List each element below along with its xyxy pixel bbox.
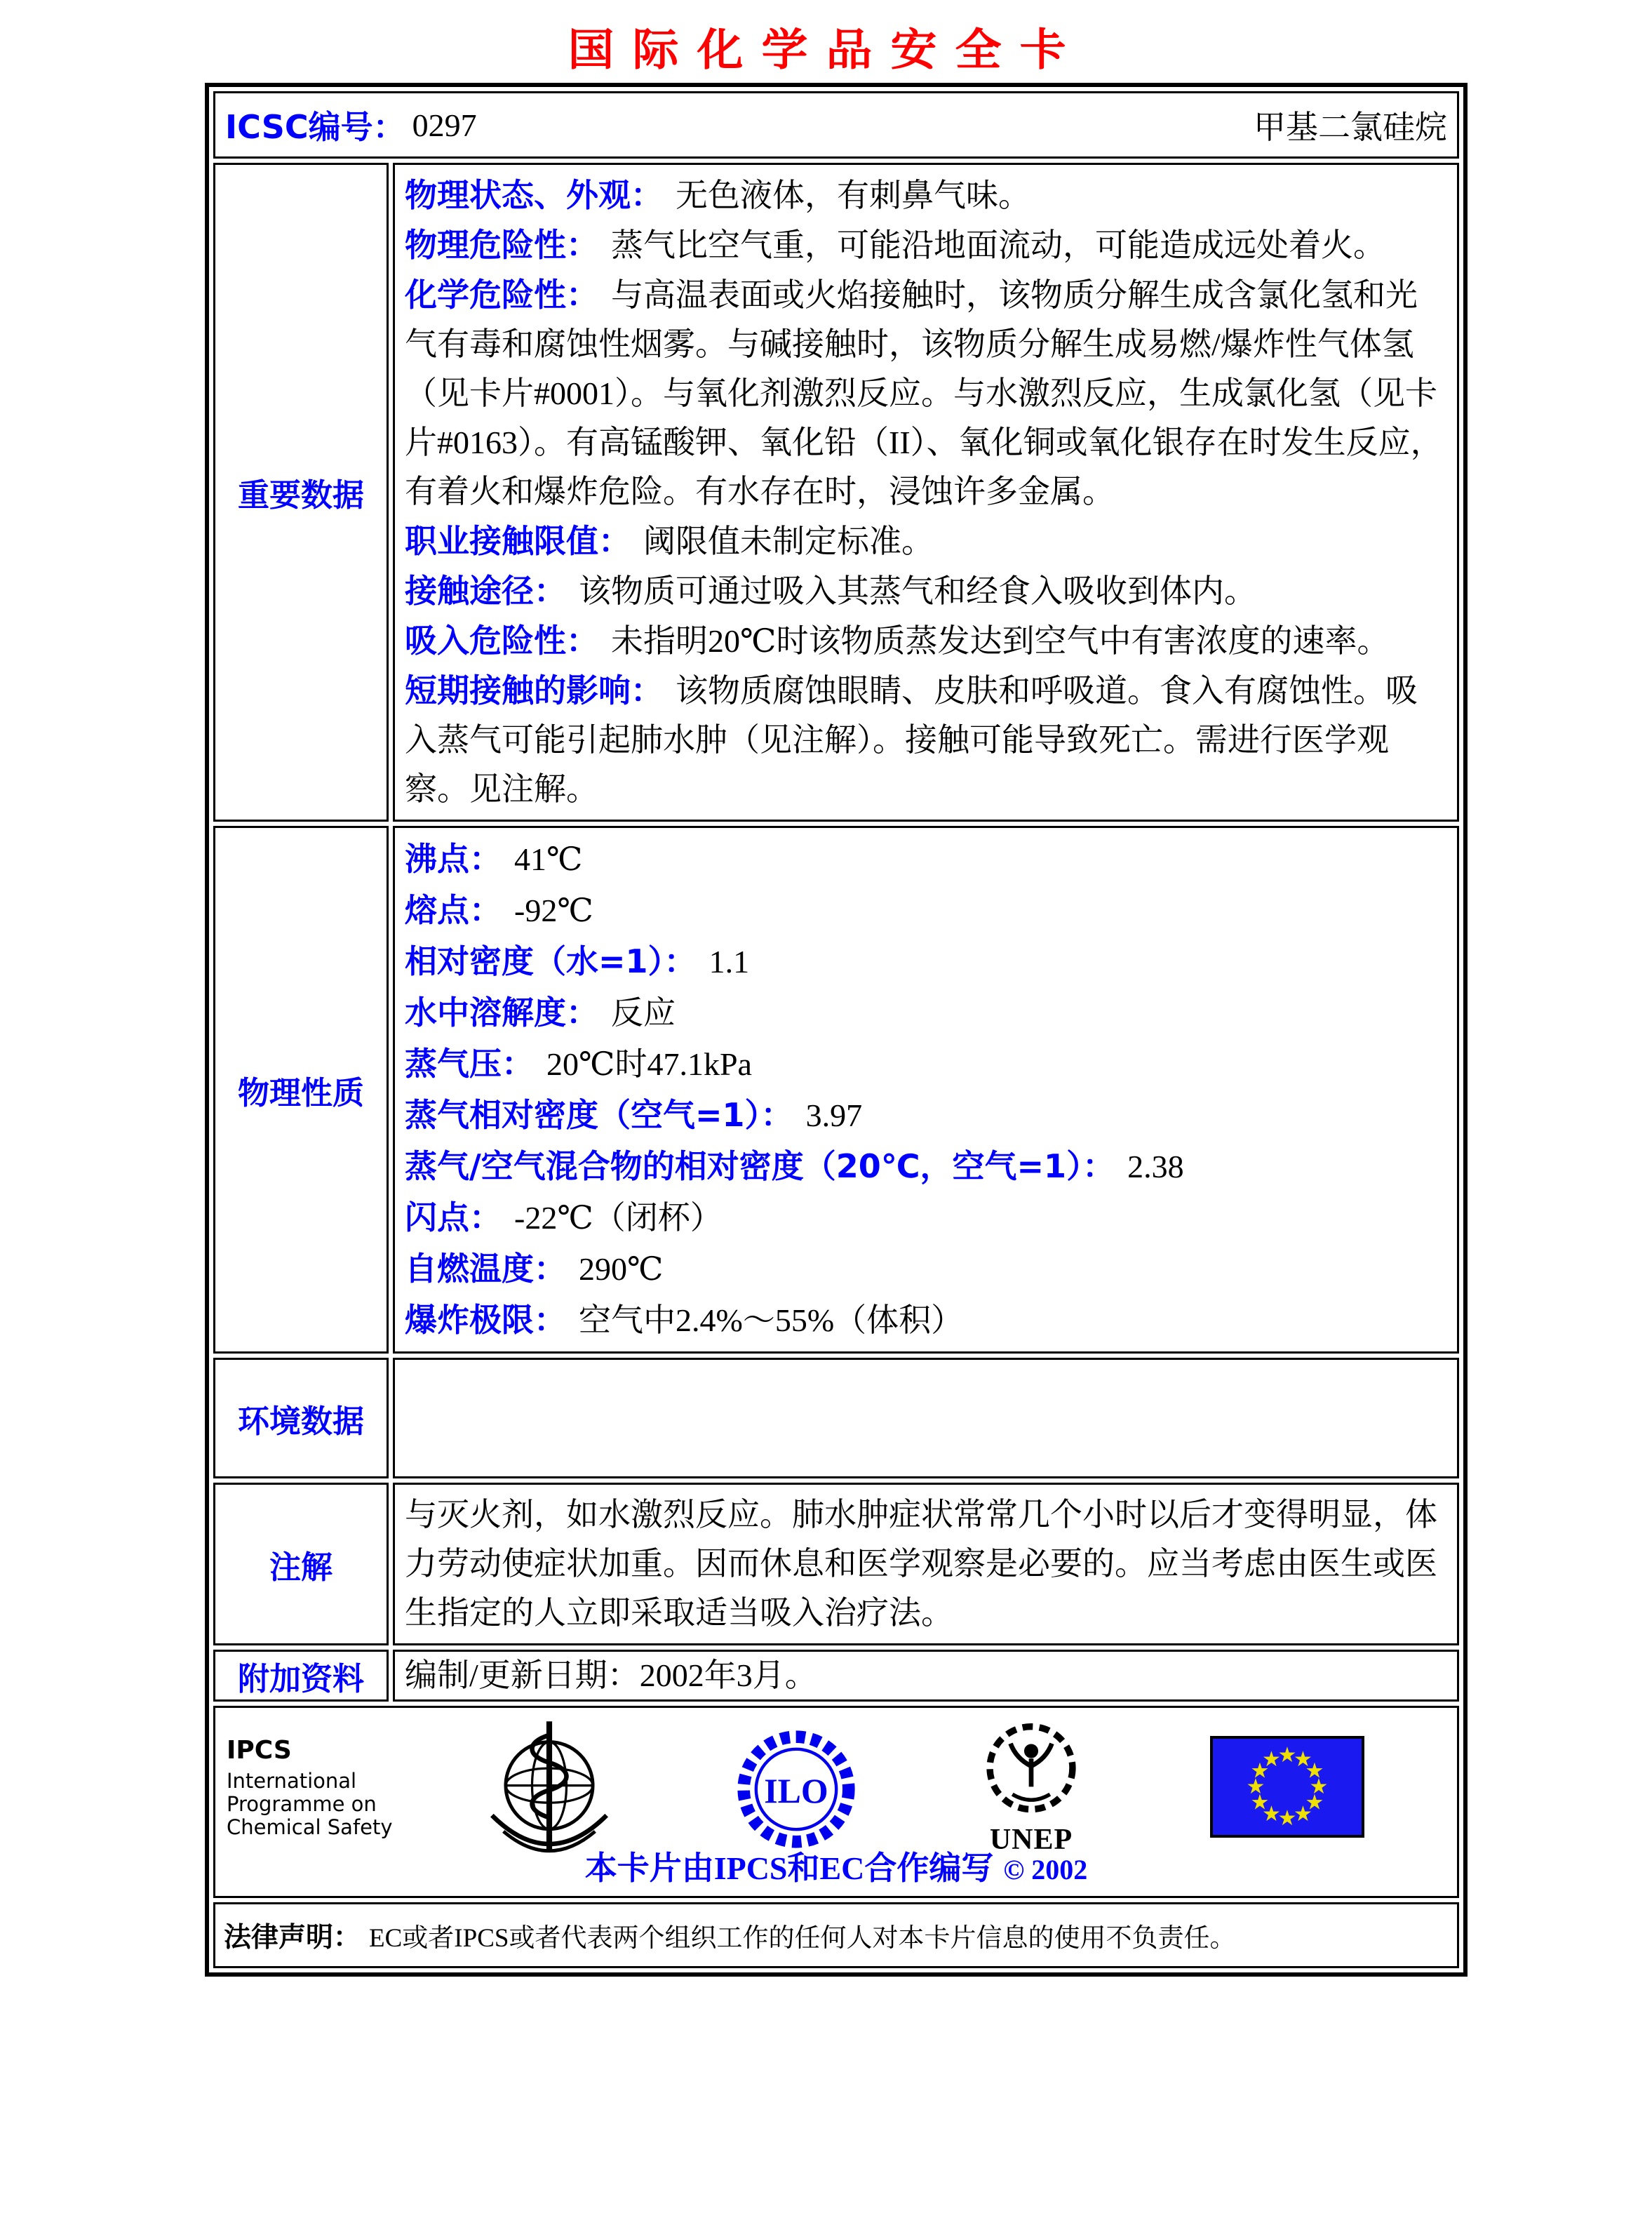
section-label-environmental-data: 环境数据: [213, 1358, 389, 1478]
footer-caption: [215, 1843, 1457, 1889]
caption-text: 本卡片由IPCS和EC合作编写: [584, 1850, 994, 1886]
item-text: -22℃（闭杯）: [514, 1200, 723, 1236]
item-label: 闪点：: [405, 1198, 502, 1236]
item-label: 熔点：: [405, 891, 502, 929]
important-data-row: [213, 163, 1459, 822]
section-label-notes: 注解: [213, 1483, 389, 1645]
icsc-table: [205, 83, 1468, 1977]
item-label: 吸入危险性：: [405, 622, 598, 660]
copyright-text: © 2002: [1003, 1854, 1088, 1885]
item-text: 该物质腐蚀眼睛、皮肤和呼吸道。食入有腐蚀性。吸入蒸气可能引起肺水肿（见注解）。接触可能导致死亡。需进行医学观察。见注解。: [405, 673, 1418, 807]
svg-text:★: ★: [1246, 1775, 1265, 1799]
section-label-important-data: 重要数据: [213, 163, 389, 822]
item-text: 1.1: [709, 944, 750, 980]
legal-text: EC或者IPCS或者代表两个组织工作的任何人对本卡片信息的使用不负责任。: [369, 1924, 1236, 1953]
eu-flag-icon: [1210, 1736, 1364, 1841]
physical-properties-content: [393, 826, 1459, 1354]
item-label: 自燃温度：: [405, 1250, 566, 1288]
ilo-emblem-icon: [734, 1728, 858, 1855]
header-row: [213, 91, 1459, 159]
icsc-number-label: ICSC编号：: [225, 108, 405, 146]
legal-cell: [213, 1902, 1459, 1968]
item-text: 2.38: [1127, 1149, 1184, 1184]
property-item: [405, 1141, 1447, 1192]
item-label: 爆炸极限：: [405, 1301, 566, 1339]
chemical-name: 甲基二氯硅烷: [1254, 109, 1447, 145]
additional-info-row: [213, 1650, 1459, 1702]
property-item: [405, 1090, 1447, 1141]
item-text: 空气中2.4%～55%（体积）: [579, 1302, 964, 1338]
property-item: [405, 936, 1447, 987]
svg-text:★: ★: [1294, 1747, 1312, 1772]
item-text: 未指明20℃时该物质蒸发达到空气中有害浓度的速率。: [611, 623, 1390, 659]
svg-text:★: ★: [1277, 1743, 1297, 1768]
item-label: 水中溶解度：: [405, 994, 598, 1031]
svg-text:★: ★: [1250, 1790, 1270, 1815]
item-text: 与高温表面或火焰接触时，该物质分解生成含氯化氢和光气有毒和腐蚀性烟雾。与碱接触时，该物质分解生成易燃/爆炸性气体氢（见卡片#0001）。与氧化剂激烈反应。与水激烈反应，生成氯化氢（见卡片#0163）。有高锰酸钾、氧化铅（II）、氧化铜或氧化银存在时发生反应，有着火和爆炸危险。有水存在时，浸蚀许多金属。: [405, 277, 1443, 509]
property-item: [405, 270, 1447, 516]
item-label: 物理危险性：: [405, 226, 598, 264]
svg-text:★: ★: [1305, 1790, 1324, 1815]
section-label-additional-info: 附加资料: [213, 1650, 389, 1702]
property-item: [405, 666, 1447, 814]
physical-properties-row: [213, 826, 1459, 1354]
property-item: [405, 171, 1447, 220]
item-text: 反应: [611, 995, 676, 1031]
item-text: 3.97: [805, 1097, 863, 1133]
item-label: 化学危险性：: [405, 276, 598, 314]
logos-cell: [213, 1706, 1459, 1898]
property-item: [405, 834, 1447, 885]
legal-row: [213, 1902, 1459, 1968]
ipcs-subtitle-line: Programme on: [227, 1792, 377, 1816]
logos-row: [213, 1706, 1459, 1898]
icsc-card: [205, 83, 1468, 1977]
environmental-data-content: [393, 1358, 1459, 1478]
icsc-number-value: 0297: [412, 107, 477, 143]
legal-label: 法律声明：: [224, 1922, 361, 1953]
property-item: [405, 220, 1447, 270]
property-item: [405, 616, 1447, 666]
ipcs-text-block: [227, 1737, 393, 1839]
notes-row: [213, 1483, 1459, 1645]
notes-content: [393, 1483, 1459, 1645]
svg-text:★: ★: [1305, 1758, 1324, 1784]
item-label: 职业接触限值：: [405, 522, 631, 560]
ipcs-subtitle-line: Chemical Safety: [227, 1815, 393, 1839]
important-data-content: [393, 163, 1459, 822]
item-text: 该物质可通过吸入其蒸气和经食入吸收到体内。: [579, 573, 1256, 609]
page-title: 国际化学品安全卡: [568, 23, 1084, 76]
svg-text:★: ★: [1309, 1775, 1329, 1799]
item-text: -92℃: [514, 893, 593, 928]
svg-text:★: ★: [1294, 1802, 1312, 1826]
property-item: [405, 516, 1447, 566]
item-label: 沸点：: [405, 840, 502, 878]
item-text: 阈限值未制定标准。: [643, 523, 934, 559]
item-label: 蒸气相对密度（空气=1）：: [405, 1096, 793, 1134]
additional-info-content: [393, 1650, 1459, 1702]
ilo-letters: ILO: [764, 1772, 828, 1811]
svg-text:★: ★: [1250, 1758, 1270, 1784]
svg-text:★: ★: [1262, 1747, 1281, 1772]
update-date-label: 编制/更新日期：: [405, 1657, 640, 1693]
svg-text:★: ★: [1277, 1806, 1297, 1831]
property-item: [405, 1192, 1447, 1243]
property-item: [405, 566, 1447, 616]
item-text: 蒸气比空气重，可能沿地面流动，可能造成远处着火。: [611, 227, 1385, 263]
item-label: 蒸气压：: [405, 1045, 534, 1083]
notes-text: 与灭火剂，如水激烈反应。肺水肿症状常常几个小时以后才变得明显，体力劳动使症状加重。因而休息和医学观察是必要的。应当考虑由医生或医生指定的人立即采取适当吸入治疗法。: [405, 1497, 1437, 1631]
item-label: 接触途径：: [405, 572, 566, 610]
property-item: [405, 987, 1447, 1038]
header-cell: [213, 91, 1459, 159]
item-text: 290℃: [579, 1251, 664, 1287]
section-label-physical-properties: 物理性质: [213, 826, 389, 1354]
item-label: 物理状态、外观：: [405, 176, 663, 214]
item-text: 无色液体，有刺鼻气味。: [676, 178, 1030, 213]
item-text: 20℃时47.1kPa: [546, 1046, 752, 1082]
environmental-data-row: [213, 1358, 1459, 1478]
svg-text:★: ★: [1262, 1802, 1281, 1826]
ipcs-title: IPCS: [227, 1736, 292, 1765]
property-item: [405, 885, 1447, 936]
item-label: 蒸气/空气混合物的相对密度（20℃，空气=1）：: [405, 1147, 1115, 1185]
unep-emblem-icon: [974, 1719, 1088, 1855]
ipcs-subtitle-line: International: [227, 1769, 357, 1793]
item-label: 短期接触的影响：: [405, 672, 663, 709]
unep-label: UNEP: [989, 1824, 1073, 1856]
update-date-value: 2002年3月。: [639, 1657, 817, 1693]
item-text: 41℃: [514, 841, 583, 877]
item-label: 相对密度（水=1）：: [405, 942, 697, 980]
property-item: [405, 1243, 1447, 1295]
property-item: [405, 1038, 1447, 1090]
property-item: [405, 1295, 1447, 1346]
